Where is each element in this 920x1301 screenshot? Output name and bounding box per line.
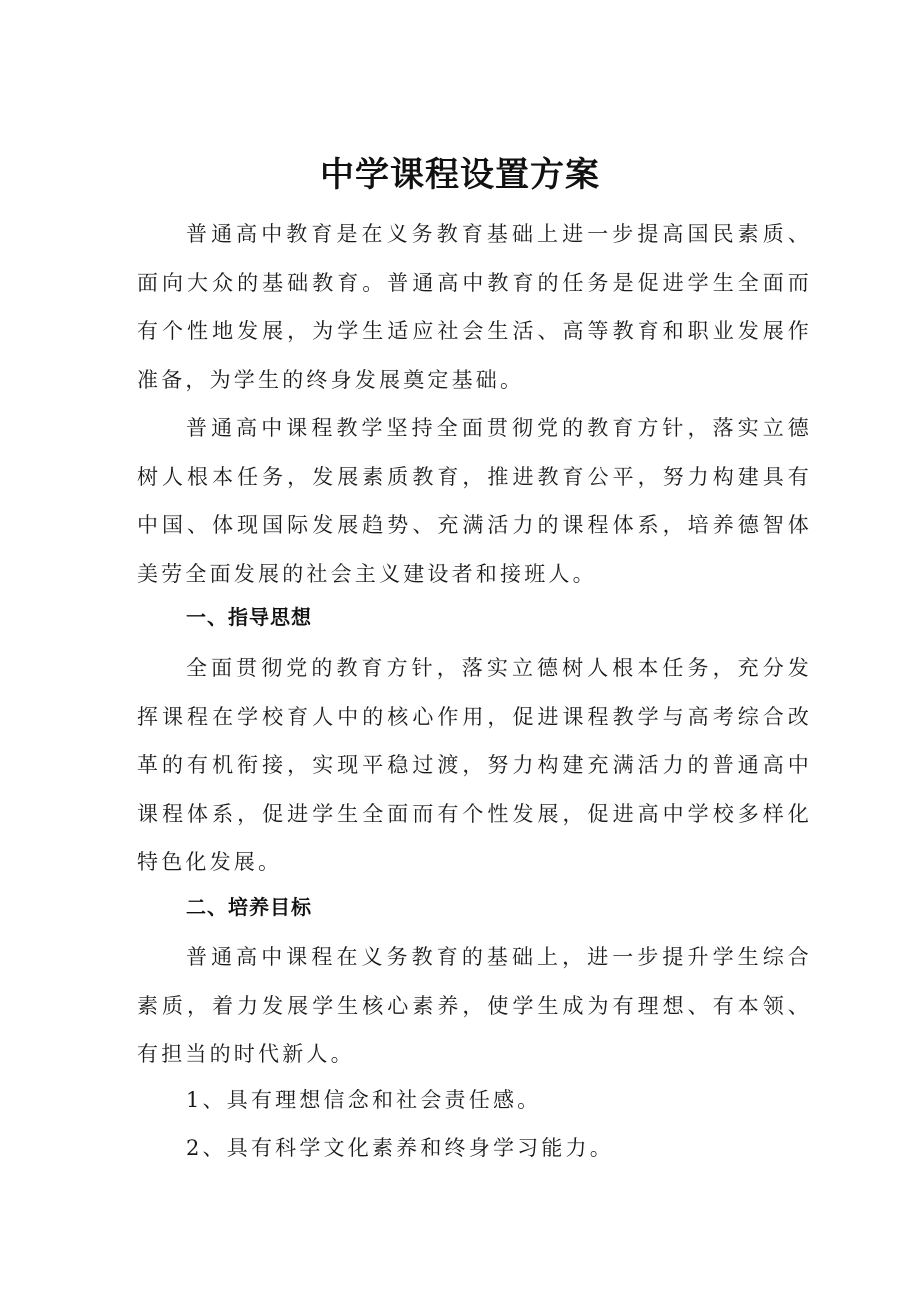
intro-paragraph-1: 普通高中教育是在义务教育基础上进一步提高国民素质、面向大众的基础教育。普通高中教育的任务是促进学生全面而有个性地发展，为学生适应社会生活、高等教育和职业发展作准备，为学生的终身发展奠定基础。 <box>137 222 812 392</box>
section-paragraph-training-goals: 普通高中课程在义务教育的基础上，进一步提升学生综合素质，着力发展学生核心素养，使学生成为有理想、有本领、有担当的时代新人。 <box>137 945 812 1066</box>
section-heading-training-goals: 二、培养目标 <box>186 895 312 919</box>
intro-paragraph-2: 普通高中课程教学坚持全面贯彻党的教育方针，落实立德树人根本任务，发展素质教育，推进教育公平，努力构建具有中国、体现国际发展趋势、充满活力的课程体系，培养德智体美劳全面发展的社会主义建设者和接班人。 <box>137 416 812 586</box>
document-title: 中学课程设置方案 <box>320 154 600 195</box>
section-paragraph-guiding-ideology: 全面贯彻党的教育方针，落实立德树人根本任务，充分发挥课程在学校育人中的核心作用，促进课程教学与高考综合改革的有机衔接，实现平稳过渡，努力构建充满活力的普通高中课程体系，促进学生全面而有个性发展，促进高中学校多样化特色化发展。 <box>137 656 812 874</box>
section-heading-guiding-ideology: 一、指导思想 <box>186 605 312 629</box>
goal-list-item: 2、具有科学文化素养和终身学习能力。 <box>186 1136 614 1160</box>
goal-list-item: 1、具有理想信念和社会责任感。 <box>186 1088 542 1112</box>
